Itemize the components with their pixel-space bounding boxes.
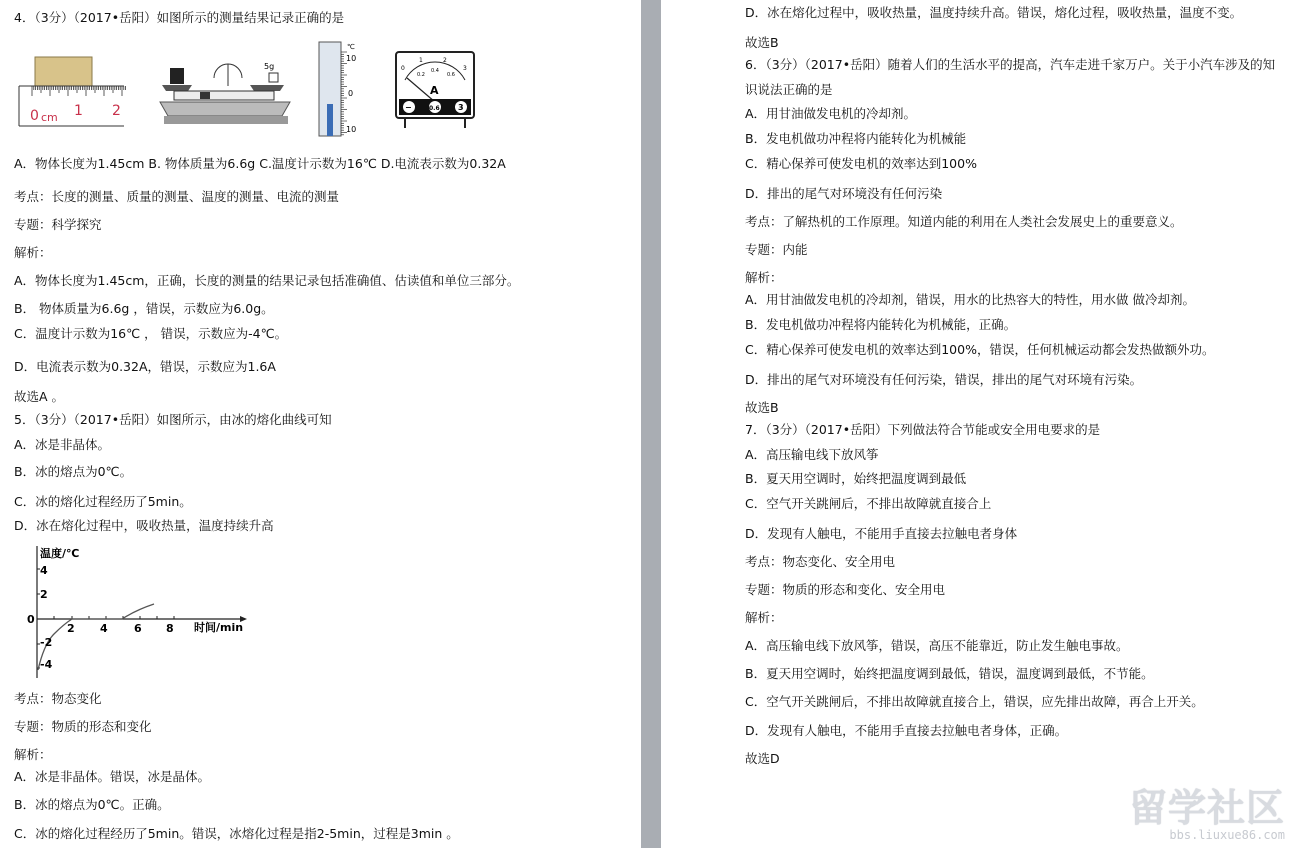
- thermo-top: 10: [346, 54, 357, 63]
- q5-option-d: D．冰在熔化过程中，吸收热量，温度持续升高: [14, 518, 274, 533]
- melting-curve-graph: [20, 540, 256, 680]
- q6-title-1: 6．（3分）（2017•岳阳）随着人们的生活水平的提高，汽车走进千家万户。关于小汽车涉及的知: [745, 57, 1276, 72]
- watermark-logo-text: 留学社区: [1128, 786, 1285, 830]
- terminal-06: 0.6: [429, 105, 440, 112]
- q5-analysis-d: D．冰在熔化过程中，吸收热量，温度持续升高。错误，熔化过程，吸收热量，温度不变。: [745, 5, 1243, 20]
- ruler-zero: 0: [30, 108, 39, 124]
- y-tick-0: 0: [27, 613, 35, 626]
- q5-option-a: A．冰是非晶体。: [14, 437, 111, 452]
- q4-title: 4．（3分）（2017•岳阳）如图所示的测量结果记录正确的是: [14, 10, 345, 25]
- balance-figure: [152, 56, 298, 128]
- q4-answer: 故选A 。: [14, 389, 65, 404]
- q6-option-a: A．用甘油做发电机的冷却剂。: [745, 106, 917, 121]
- q7-title: 7．（3分）（2017•岳阳）下列做法符合节能或安全用电要求的是: [745, 422, 1101, 437]
- q4-options: A．物体长度为1.45cm B. 物体质量为6.6g C.温度计示数为16℃ D.电流表示数为0.32A: [14, 156, 506, 171]
- ammeter-scale-4: 0.2: [417, 72, 425, 78]
- q6-jiexi: 解析：: [745, 270, 783, 285]
- watermark-url: bbs.liuxue86.com: [1169, 828, 1285, 842]
- q7-option-b: B．夏天用空调时，始终把温度调到最低: [745, 471, 967, 486]
- q4-analysis-d: D．电流表示数为0.32A，错误，示数应为1.6A: [14, 359, 276, 374]
- graph-xlabel: 时间/min: [194, 621, 244, 634]
- x-tick-4: 4: [100, 622, 108, 635]
- graph-ylabel: 温度/℃: [40, 547, 80, 560]
- melting-curve: [38, 604, 154, 670]
- ruler-unit: cm: [41, 111, 58, 124]
- q5-option-b: B．冰的熔点为0℃。: [14, 464, 133, 479]
- q4-jiexi: 解析：: [14, 245, 52, 260]
- q5-analysis-c: C．冰的熔化过程经历了5min。错误，冰熔化过程是指2-5min，过程是3min 。: [14, 826, 459, 841]
- y-tick-neg2: -2: [40, 636, 53, 649]
- q4-zhuanti: 专题：科学探究: [14, 217, 102, 232]
- q7-option-a: A．高压输电线下放风筝: [745, 447, 879, 462]
- y-tick-2: 2: [40, 588, 48, 601]
- q7-option-d: D．发现有人触电，不能用手直接去拉触电者身体: [745, 526, 1018, 541]
- q7-jiexi: 解析：: [745, 610, 783, 625]
- q6-option-c: C．精心保养可使发电机的效率达到100%: [745, 156, 977, 171]
- q4-kaodian: 考点：长度的测量、质量的测量、温度的测量、电流的测量: [14, 189, 340, 204]
- q5-analysis-b: B．冰的熔点为0℃。正确。: [14, 797, 170, 812]
- thermo-mid: 0: [348, 89, 354, 98]
- q6-analysis-b: B．发电机做功冲程将内能转化为机械能，正确。: [745, 317, 1017, 332]
- ruler-one: 1: [74, 103, 83, 119]
- q6-option-d: D．排出的尾气对环境没有任何污染: [745, 186, 943, 201]
- y-tick-neg4: -4: [40, 658, 53, 671]
- ammeter-scale-2: 2: [443, 57, 447, 64]
- q7-zhuanti: 专题：物质的形态和变化、安全用电: [745, 582, 946, 597]
- q4-analysis-c: C．温度计示数为16℃ ， 错误，示数应为-4℃。: [14, 326, 288, 341]
- ammeter-scale-0: 0: [401, 65, 405, 72]
- q7-option-c: C．空气开关跳闸后，不排出故障就直接合上: [745, 496, 992, 511]
- terminal-3: 3: [458, 103, 464, 112]
- q5-kaodian: 考点：物态变化: [14, 691, 102, 706]
- x-tick-8: 8: [166, 622, 174, 635]
- q6-analysis-c: C．精心保养可使发电机的效率达到100%，错误，任何机械运动都会发热做额外功。: [745, 342, 1215, 357]
- ruler-two: 2: [112, 103, 121, 119]
- x-tick-2: 2: [67, 622, 75, 635]
- q7-answer: 故选D: [745, 751, 780, 766]
- q5-analysis-a: A．冰是非晶体。错误，冰是晶体。: [14, 769, 211, 784]
- q6-analysis-d: D．排出的尾气对环境没有任何污染，错误，排出的尾气对环境有污染。: [745, 372, 1143, 387]
- q6-analysis-a: A．用甘油做发电机的冷却剂，错误，用水的比热容大的特性，用水做 做冷却剂。: [745, 292, 1196, 307]
- ruler-figure: [16, 52, 128, 130]
- left-page: [0, 0, 641, 848]
- q6-answer: 故选B: [745, 400, 779, 415]
- q4-analysis-b: B． 物体质量为6.6g ，错误，示数应为6.0g。: [14, 301, 274, 316]
- q7-analysis-b: B．夏天用空调时，始终把温度调到最低，错误，温度调到最低，不节能。: [745, 666, 1154, 681]
- q6-zhuanti: 专题：内能: [745, 242, 808, 257]
- thermo-bottom: 10: [346, 125, 357, 134]
- ammeter-figure: [393, 50, 479, 130]
- q7-analysis-c: C．空气开关跳闸后，不排出故障就直接合上，错误，应先排出故障，再合上开关。: [745, 694, 1204, 709]
- ammeter-scale-3: 3: [463, 65, 467, 72]
- site-watermark: [1129, 777, 1285, 842]
- q5-title: 5．（3分）（2017•岳阳）如图所示，由冰的熔化曲线可知: [14, 412, 332, 427]
- q5-jiexi: 解析：: [14, 747, 52, 762]
- q7-analysis-a: A．高压输电线下放风筝，错误，高压不能靠近，防止发生触电事故。: [745, 638, 1129, 653]
- ammeter-scale-5: 0.4: [431, 68, 439, 74]
- q6-option-b: B．发电机做功冲程将内能转化为机械能: [745, 131, 967, 146]
- balance-weight-label: 5g: [264, 62, 275, 71]
- ammeter-scale-1: 1: [419, 57, 423, 64]
- q5-option-c: C．冰的熔化过程经历了5min。: [14, 494, 192, 509]
- ammeter-letter: A: [430, 84, 439, 97]
- thermo-unit: ℃: [347, 43, 355, 51]
- q5-zhuanti: 专题：物质的形态和变化: [14, 719, 152, 734]
- ammeter-scale-6: 0.6: [447, 72, 455, 78]
- y-tick-4: 4: [40, 564, 48, 577]
- q7-kaodian: 考点：物态变化、安全用电: [745, 554, 896, 569]
- q5-answer: 故选B: [745, 35, 779, 50]
- q4-analysis-a: A．物体长度为1.45cm，正确，长度的测量的结果记录包括准确值、估读值和单位三部分。: [14, 273, 520, 288]
- q6-title-2: 识说法正确的是: [745, 82, 833, 97]
- q6-kaodian: 考点：了解热机的工作原理。知道内能的利用在人类社会发展史上的重要意义。: [745, 214, 1183, 229]
- q7-analysis-d: D．发现有人触电，不能用手直接去拉触电者身体，正确。: [745, 723, 1068, 738]
- thermometer-figure: [313, 40, 361, 138]
- right-page: [661, 0, 1299, 848]
- terminal-minus: −: [405, 103, 412, 112]
- x-tick-6: 6: [134, 622, 142, 635]
